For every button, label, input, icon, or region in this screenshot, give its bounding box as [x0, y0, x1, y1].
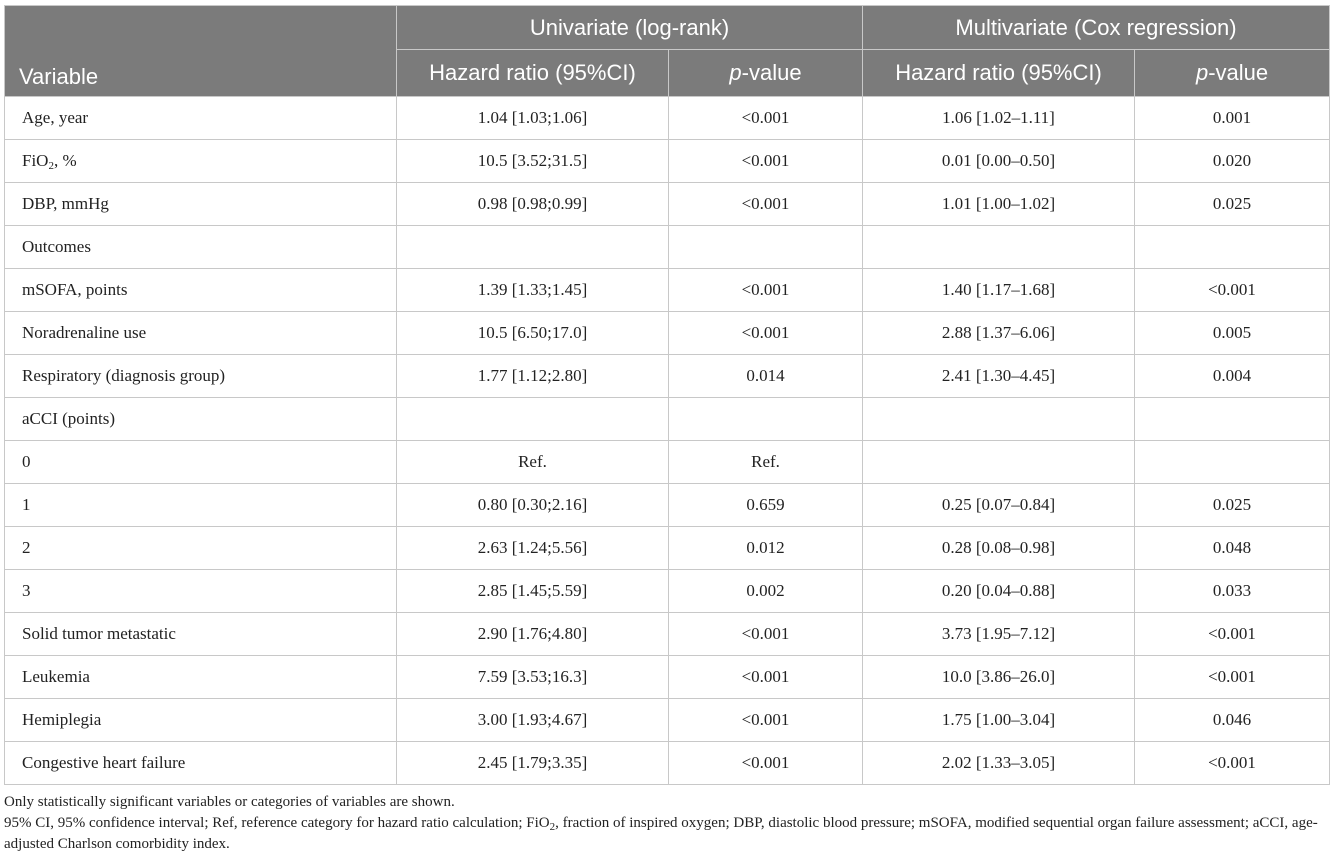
cell-multi-hazard-ratio: 0.28 [0.08–0.98] [863, 527, 1135, 570]
cell-variable: mSOFA, points [5, 269, 397, 312]
cell-multi-hazard-ratio: 0.01 [0.00–0.50] [863, 140, 1135, 183]
cell-multi-p-value [1135, 226, 1330, 269]
cell-uni-hazard-ratio: 2.85 [1.45;5.59] [397, 570, 669, 613]
cell-uni-hazard-ratio: 3.00 [1.93;4.67] [397, 699, 669, 742]
cell-multi-p-value: 0.048 [1135, 527, 1330, 570]
cell-multi-hazard-ratio: 0.25 [0.07–0.84] [863, 484, 1135, 527]
cell-uni-hazard-ratio: 7.59 [3.53;16.3] [397, 656, 669, 699]
header-multi-p-value: p-value [1135, 50, 1330, 97]
table-row [5, 441, 1330, 484]
cell-uni-p-value: <0.001 [669, 183, 863, 226]
cell-multi-p-value: 0.025 [1135, 484, 1330, 527]
header-uni-hazard-ratio: Hazard ratio (95%CI) [397, 50, 669, 97]
table-row [5, 570, 1330, 613]
cell-uni-hazard-ratio: 2.45 [1.79;3.35] [397, 742, 669, 785]
cell-multi-p-value: 0.025 [1135, 183, 1330, 226]
cell-multi-p-value: <0.001 [1135, 269, 1330, 312]
cell-multi-hazard-ratio [863, 398, 1135, 441]
table-row [5, 226, 1330, 269]
cell-multi-p-value: 0.020 [1135, 140, 1330, 183]
cell-multi-hazard-ratio: 1.40 [1.17–1.68] [863, 269, 1135, 312]
cell-variable: Hemiplegia [5, 699, 397, 742]
cell-uni-p-value [669, 398, 863, 441]
footnote-significance: Only statistically significant variables or categories of variables are shown. [4, 794, 455, 810]
cell-multi-hazard-ratio: 1.06 [1.02–1.11] [863, 97, 1135, 140]
cell-variable: Solid tumor metastatic [5, 613, 397, 656]
cell-multi-p-value [1135, 441, 1330, 484]
cell-uni-p-value: <0.001 [669, 742, 863, 785]
cell-uni-hazard-ratio: 0.80 [0.30;2.16] [397, 484, 669, 527]
cell-uni-p-value: <0.001 [669, 140, 863, 183]
cell-uni-p-value: <0.001 [669, 269, 863, 312]
cell-multi-p-value: 0.033 [1135, 570, 1330, 613]
header-univariate-group: Univariate (log-rank) [397, 6, 863, 50]
cell-uni-p-value: <0.001 [669, 656, 863, 699]
cell-variable: 0 [5, 441, 397, 484]
cell-uni-p-value [669, 226, 863, 269]
cell-multi-hazard-ratio: 0.20 [0.04–0.88] [863, 570, 1135, 613]
cell-variable: 3 [5, 570, 397, 613]
cell-uni-hazard-ratio [397, 226, 669, 269]
cell-multi-p-value: 0.001 [1135, 97, 1330, 140]
cell-uni-hazard-ratio: 10.5 [3.52;31.5] [397, 140, 669, 183]
table-row [5, 269, 1330, 312]
table-header [5, 6, 1330, 97]
cell-multi-p-value: 0.005 [1135, 312, 1330, 355]
cell-variable: Noradrenaline use [5, 312, 397, 355]
cell-uni-p-value: 0.014 [669, 355, 863, 398]
cell-uni-p-value: <0.001 [669, 699, 863, 742]
cell-multi-hazard-ratio: 3.73 [1.95–7.12] [863, 613, 1135, 656]
cell-uni-p-value: <0.001 [669, 312, 863, 355]
table-row [5, 613, 1330, 656]
cell-variable: Congestive heart failure [5, 742, 397, 785]
cell-multi-p-value: <0.001 [1135, 656, 1330, 699]
cell-uni-p-value: <0.001 [669, 97, 863, 140]
cell-uni-p-value: <0.001 [669, 613, 863, 656]
cell-multi-p-value: 0.004 [1135, 355, 1330, 398]
cell-variable: 1 [5, 484, 397, 527]
cell-multi-hazard-ratio [863, 441, 1135, 484]
cell-uni-hazard-ratio: 1.77 [1.12;2.80] [397, 355, 669, 398]
table-row [5, 527, 1330, 570]
cell-uni-p-value: Ref. [669, 441, 863, 484]
cell-variable: Outcomes [5, 226, 397, 269]
cell-uni-hazard-ratio: 2.63 [1.24;5.56] [397, 527, 669, 570]
cell-multi-hazard-ratio: 2.88 [1.37–6.06] [863, 312, 1135, 355]
table-row [5, 484, 1330, 527]
cell-uni-hazard-ratio: Ref. [397, 441, 669, 484]
header-multi-hazard-ratio: Hazard ratio (95%CI) [863, 50, 1135, 97]
table-row [5, 742, 1330, 785]
cell-multi-hazard-ratio: 1.01 [1.00–1.02] [863, 183, 1135, 226]
table-footnotes [4, 792, 1329, 855]
table-row [5, 312, 1330, 355]
cell-variable: DBP, mmHg [5, 183, 397, 226]
cell-uni-p-value: 0.659 [669, 484, 863, 527]
table-row [5, 97, 1330, 140]
cell-variable: aCCI (points) [5, 398, 397, 441]
table-row [5, 656, 1330, 699]
cell-multi-p-value: 0.046 [1135, 699, 1330, 742]
cell-uni-hazard-ratio: 10.5 [6.50;17.0] [397, 312, 669, 355]
cell-uni-p-value: 0.002 [669, 570, 863, 613]
cell-variable: Leukemia [5, 656, 397, 699]
table-row [5, 183, 1330, 226]
cell-uni-hazard-ratio: 2.90 [1.76;4.80] [397, 613, 669, 656]
table-row [5, 140, 1330, 183]
cell-multi-hazard-ratio: 10.0 [3.86–26.0] [863, 656, 1135, 699]
table-row [5, 398, 1330, 441]
cell-uni-hazard-ratio [397, 398, 669, 441]
cell-uni-p-value: 0.012 [669, 527, 863, 570]
cell-multi-p-value [1135, 398, 1330, 441]
cell-variable: FiO$_2$, % [5, 140, 397, 183]
cell-variable: Age, year [5, 97, 397, 140]
table-body [5, 97, 1330, 785]
cell-multi-hazard-ratio: 2.02 [1.33–3.05] [863, 742, 1135, 785]
cell-multi-p-value: <0.001 [1135, 742, 1330, 785]
header-multivariate-group: Multivariate (Cox regression) [863, 6, 1330, 50]
cell-variable: Respiratory (diagnosis group) [5, 355, 397, 398]
header-variable: Variable [5, 6, 397, 97]
header-uni-p-value: p-value [669, 50, 863, 97]
table-row [5, 355, 1330, 398]
cell-uni-hazard-ratio: 1.39 [1.33;1.45] [397, 269, 669, 312]
cell-multi-hazard-ratio [863, 226, 1135, 269]
cell-multi-hazard-ratio: 2.41 [1.30–4.45] [863, 355, 1135, 398]
cell-multi-p-value: <0.001 [1135, 613, 1330, 656]
cell-uni-hazard-ratio: 0.98 [0.98;0.99] [397, 183, 669, 226]
results-table [4, 5, 1330, 785]
cell-variable: 2 [5, 527, 397, 570]
cell-uni-hazard-ratio: 1.04 [1.03;1.06] [397, 97, 669, 140]
footnote-abbreviations: 95% CI, 95% confidence interval; Ref, reference category for hazard ratio calculation; FiO$_2$, fraction of inspired oxygen; DBP, diastolic blood pressure; mSOFA, modified sequential organ failure assessment; aCCI, age-adjusted Charlson comorbidity index. [4, 815, 1318, 852]
table-row [5, 699, 1330, 742]
cell-multi-hazard-ratio: 1.75 [1.00–3.04] [863, 699, 1135, 742]
